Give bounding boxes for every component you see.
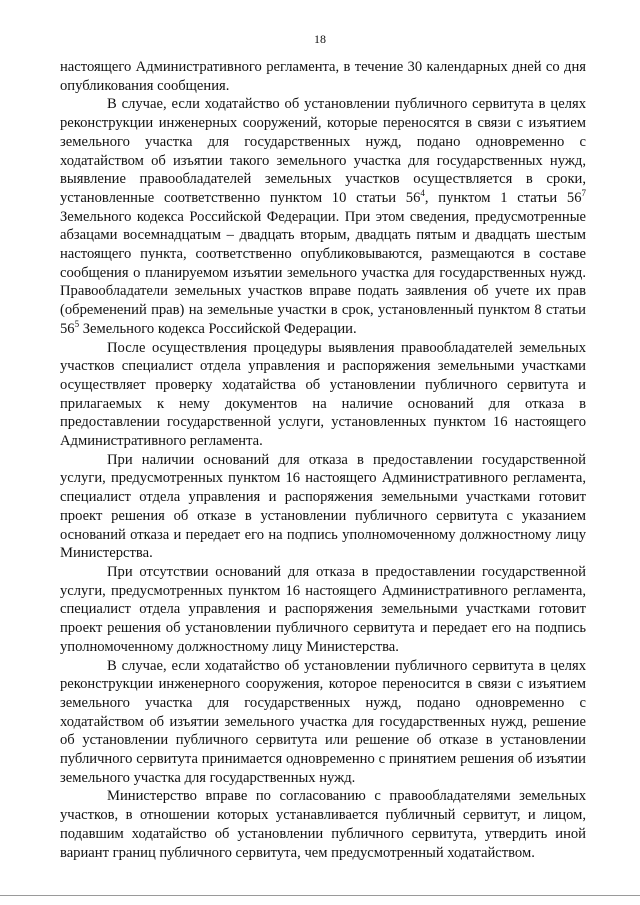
- paragraph-simultaneous-decision: В случае, если ходатайство об установлении публичного сервитута в целях реконструкции инженерного сооружения, которое переносится в связи с изъятием земельного участка для государственных нужд, подано одновременно с ходатайством об изъятии земельного участка для государственных нужд, решение об установлении публичного сервитута или решение об отказе в установлении публичного сервитута принимается одновременно с принятием решения об изъятии земельного участка для государственных нужд.: [60, 657, 586, 786]
- paragraph-refusal-grounds: При наличии оснований для отказа в предоставлении государственной услуги, предусмотренных пунктом 16 настоящего Административного регламента, специалист отдела управления и распоряжения земельными участками готовит проект решения об отказе в установлении публичного сервитута с указанием оснований отказа и передает его на подпись уполномоченному должностному лицу Министерства.: [60, 451, 586, 562]
- document-body: [60, 58, 586, 862]
- page-bottom-divider: [0, 895, 640, 896]
- paragraph-text: В случае, если ходатайство об установлении публичного сервитута в целях реконструкции инженерных сооружений, которые переносятся в связи с изъятием земельного участка для государственных нужд, подано одновременно с ходатайством об изъятии такого земельного участка для государственных нужд, выявление правообладателей земельных участков осуществляется в сроки, установленные соответственно пунктом 10 статьи 56: [60, 96, 586, 206]
- paragraph-continuation: настоящего Административного регламента, в течение 30 календарных дней со дня опубликования сообщения.: [60, 59, 586, 94]
- paragraph-text: Земельного кодекса Российской Федерации.: [79, 320, 357, 337]
- page-number: 18: [314, 32, 326, 46]
- superscript: 4: [420, 188, 425, 199]
- superscript: 7: [581, 188, 586, 199]
- paragraph-text: Земельного кодекса Российской Федерации. При этом сведения, предусмотренные абзацами восемнадцатым – двадцать вторым, двадцать пятым и двадцать шестым настоящего пункта, соответственно опубликовываются, размещаются в составе сообщения о планируемом изъятии земельного участка для государственных нужд. Правообладатели земельных участков вправе подать заявления об учете их прав (обременений прав) на земельные участки в срок, установленный пунктом 8 статьи 56: [60, 208, 586, 337]
- paragraph-alternative-boundaries: Министерство вправе по согласованию с правообладателями земельных участков, в отношении которых устанавливается публичный сервитут, и лицом, подавшим ходатайство об установлении публичного сервитута, утвердить иной вариант границ публичного сервитута, чем предусмотренный ходатайством.: [60, 788, 586, 861]
- paragraph-verification: После осуществления процедуры выявления правообладателей земельных участков специалист отдела управления и распоряжения земельными участками осуществляет проверку ходатайства об установлении публичного сервитута и прилагаемых к нему документов на наличие оснований для отказа в предоставлении государственной услуги, установленных пунктом 16 настоящего Административного регламента.: [60, 339, 586, 450]
- paragraph-simultaneous-petition: [60, 95, 586, 338]
- paragraph-text: , пунктом 1 статьи 56: [424, 189, 582, 206]
- paragraph-no-refusal-grounds: При отсутствии оснований для отказа в предоставлении государственной услуги, предусмотренных пунктом 16 настоящего Административного регламента, специалист отдела управления и распоряжения земельными участками готовит проект решения об установлении публичного сервитута и передает его на подпись уполномоченному должностному лицу Министерства.: [60, 563, 586, 655]
- superscript: 5: [74, 318, 80, 329]
